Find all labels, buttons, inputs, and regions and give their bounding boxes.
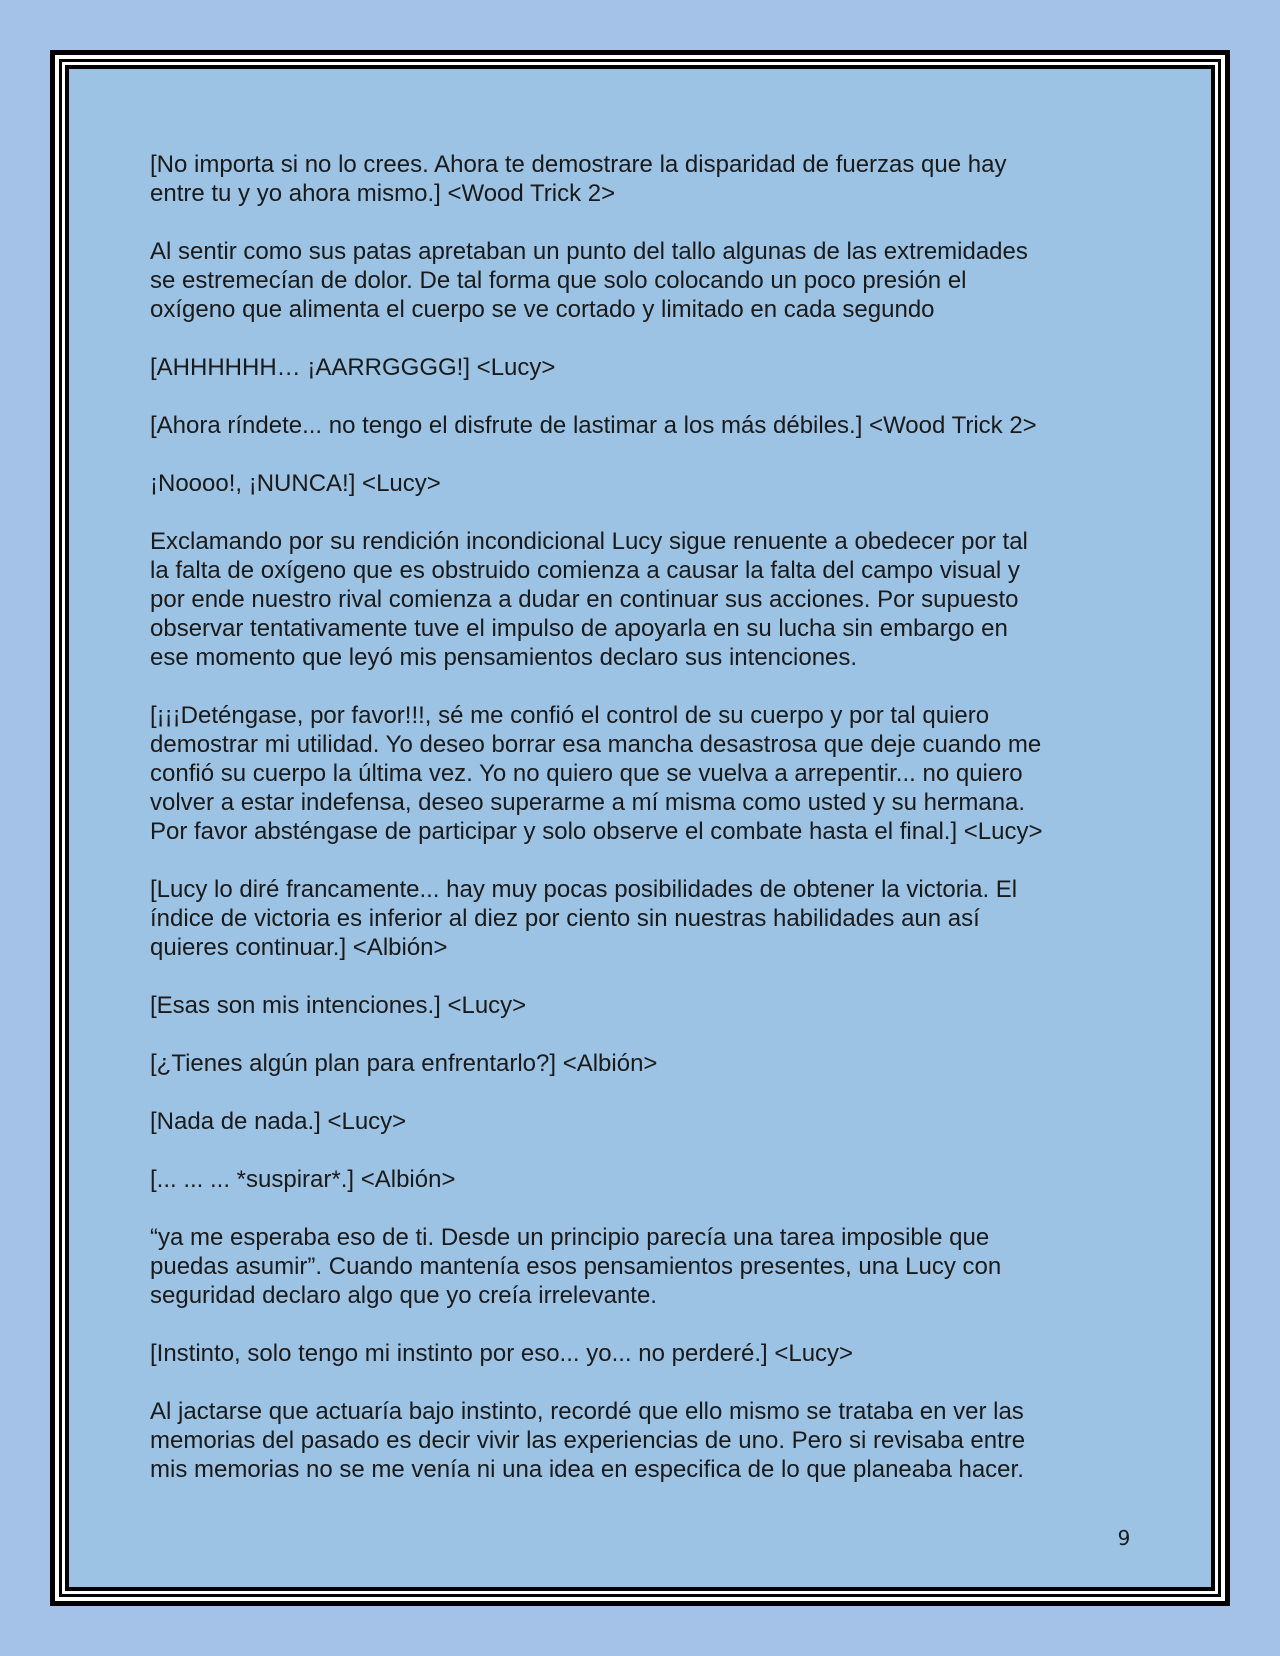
- paragraph: [No importa si no lo crees. Ahora te demostrare la disparidad de fuerzas que hay entre tu y yo ahora mismo.] <Wood Trick 2>: [150, 151, 1007, 207]
- paragraph: Exclamando por su rendición incondicional Lucy sigue renuente a obedecer por tal la falta de oxígeno que es obstruido comienza a causar la falta del campo visual y por ende nuestro rival comienza a dudar en continuar sus acciones. Por supuesto observar tentativamente tuve el impulso de apoyarla en su lucha sin embargo en ese momento que leyó mis pensamientos declaro sus intenciones.: [150, 528, 1028, 671]
- document-body: [150, 150, 1100, 1513]
- paragraph: [... ... ... *suspirar*.] <Albión>: [150, 1166, 456, 1193]
- paragraph: ¡Noooo!, ¡NUNCA!] <Lucy>: [150, 470, 441, 497]
- paragraph: [¡¡¡Deténgase, por favor!!!, sé me confió el control de su cuerpo y por tal quiero demostrar mi utilidad. Yo deseo borrar esa mancha desastrosa que deje cuando me confió su cuerpo la última vez. Yo no quiero que se vuelva a arrepentir... no quiero volver a estar indefensa, deseo superarme a mí misma como usted y su hermana. Por favor absténgase de participar y solo observe el combate hasta el final.] <Lucy>: [150, 702, 1043, 845]
- paragraph: [Instinto, solo tengo mi instinto por eso... yo... no perderé.] <Lucy>: [150, 1340, 854, 1367]
- paragraph: [¿Tienes algún plan para enfrentarlo?] <Albión>: [150, 1050, 658, 1077]
- paragraph: [Esas son mis intenciones.] <Lucy>: [150, 992, 527, 1019]
- paragraph: [Lucy lo diré francamente... hay muy pocas posibilidades de obtener la victoria. El índice de victoria es inferior al diez por ciento sin nuestras habilidades aun así quieres continuar.] <Albión>: [150, 876, 1018, 961]
- paragraph: Al jactarse que actuaría bajo instinto, recordé que ello mismo se trataba en ver las memorias del pasado es decir vivir las experiencias de uno. Pero si revisaba entre mis memorias no se me venía ni una idea en especifica de lo que planeaba hacer.: [150, 1398, 1026, 1483]
- paragraph: [Nada de nada.] <Lucy>: [150, 1108, 407, 1135]
- paragraph: [AHHHHHH… ¡AARRGGGG!] <Lucy>: [150, 354, 556, 381]
- paragraph: [Ahora ríndete... no tengo el disfrute de lastimar a los más débiles.] <Wood Trick 2>: [150, 412, 1037, 439]
- page-number: 9: [1117, 1526, 1131, 1550]
- paragraph: “ya me esperaba eso de ti. Desde un principio parecía una tarea imposible que puedas asumir”. Cuando mantenía esos pensamientos presentes, una Lucy con seguridad declaro algo que yo creía irrelevante.: [150, 1224, 1002, 1309]
- paragraph: Al sentir como sus patas apretaban un punto del tallo algunas de las extremidades se estremecían de dolor. De tal forma que solo colocando un poco presión el oxígeno que alimenta el cuerpo se ve cortado y limitado en cada segundo: [150, 238, 1028, 323]
